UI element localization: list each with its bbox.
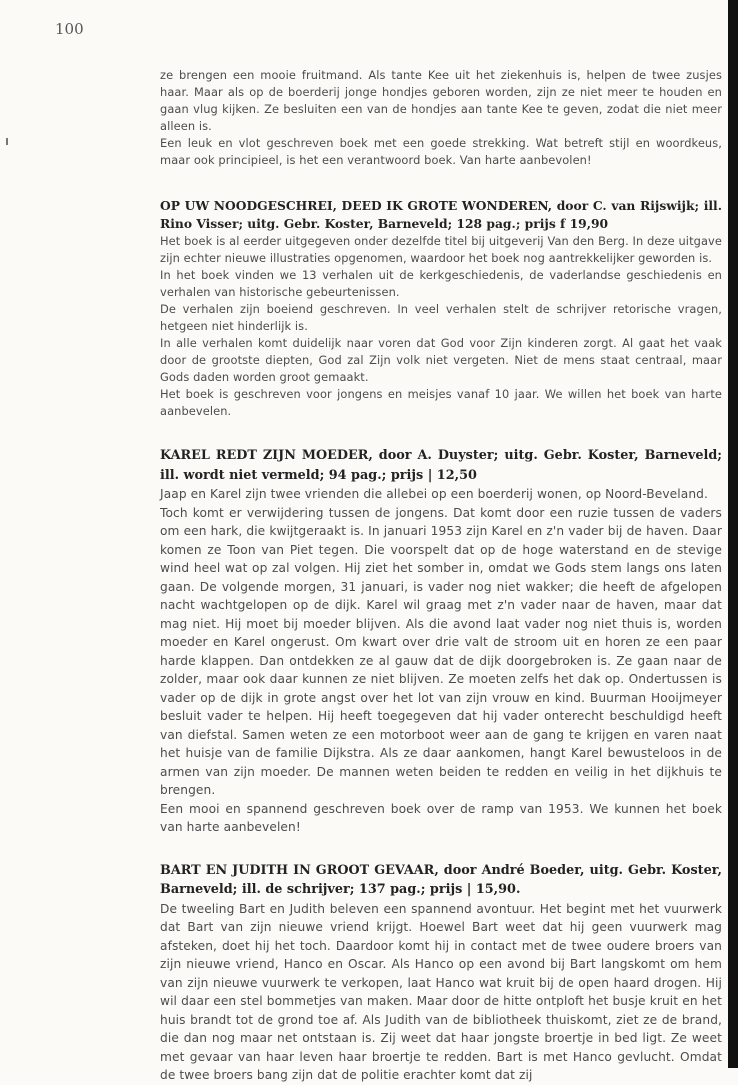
review-paragraph: Een mooi en spannend geschreven boek over de ramp van 1953. We kunnen het boek van harte aanbevelen! bbox=[160, 801, 722, 834]
review-heading: OP UW NOODGESCHREI, DEED IK GROTE WONDEREN, door C. van Rijswijk; ill. Rino Visser; uitg. Gebr. Koster, Barneveld; 128 pag.; prijs f 19,90 bbox=[160, 198, 722, 231]
review-paragraph: Jaap en Karel zijn twee vrienden die allebei op een boerderij wonen, op Noord-Beveland. bbox=[160, 487, 708, 501]
page-edge-shadow bbox=[728, 0, 738, 1068]
review-heading: BART EN JUDITH IN GROOT GEVAAR, door André Boeder, uitg. Gebr. Koster, Barneveld; ill. de schrijver; 137 pag.; prijs | 15,90. bbox=[160, 862, 722, 897]
review-paragraph: De tweeling Bart en Judith beleven een spannend avontuur. Het begint met het vuurwerk dat Bart van zijn nieuwe vriend krijgt. Hoewel Bart weet dat hij geen vuurwerk mag afsteken, doet hij het toch. Daardoor komt hij in contact met de twee oudere broers van zijn nieuwe vriend, Hanco en Oscar. Als Hanco op een avond bij Bart langskomt om hem van zijn nieuwe vuurwerk te verkopen, laat Hanco wat kruit bij de open haard drogen. Hij wil daar een stel bommetjes van maken. Maar door de hitte ontploft het busje kruit en het huis brandt tot de grond toe af. Als Judith van de bibliotheek thuiskomt, ziet ze de brand, die dan nog maar net ontstaan is. Zij weet dat haar jongste broertje in bed ligt. Ze weet met gevaar van haar leven haar broertje te redden. Bart is met Hanco gevlucht. Omdat de twee broers bang zijn dat de politie erachter komt dat zij bbox=[160, 901, 722, 1082]
page-content bbox=[160, 67, 722, 1085]
review-heading: KAREL REDT ZIJN MOEDER, door A. Duyster; uitg. Gebr. Koster, Barneveld; ill. wordt niet vermeld; 94 pag.; prijs | 12,50 bbox=[160, 448, 722, 483]
review-paragraph: In alle verhalen komt duidelijk naar voren dat God voor Zijn kinderen zorgt. Al gaat het vaak door de grootste diepten, God zal Zijn volk niet vergeten. Niet de mens staat centraal, maar Gods daden worden groot gemaakt. bbox=[160, 336, 722, 384]
review-paragraph: Het boek is al eerder uitgegeven onder dezelfde titel bij uitgeverij Van den Berg. In deze uitgave zijn echter nieuwe illustraties opgenomen, waardoor het boek nog aantrekkelijker geworden is. bbox=[160, 234, 722, 265]
review-paragraph: In het boek vinden we 13 verhalen uit de kerkgeschiedenis, de vaderlandse geschiedenis en verhalen van historische gebeurtenissen. bbox=[160, 268, 722, 299]
review-karel-redt-zijn-moeder bbox=[160, 446, 722, 837]
review-noodgeschrei bbox=[160, 197, 722, 420]
page-number: 100 bbox=[55, 20, 84, 38]
review-paragraph: Het boek is geschreven voor jongens en meisjes vanaf 10 jaar. We willen het boek van harte aanbevelen. bbox=[160, 387, 722, 418]
review-bart-en-judith bbox=[160, 861, 722, 1085]
intro-paragraph: ze brengen een mooie fruitmand. Als tante Kee uit het ziekenhuis is, helpen de twee zusjes haar. Maar als op de boerderij jonge hondjes geboren worden, zijn ze niet meer te houden en gaan vlug kijken. Ze besluiten een van de hondjes aan tante Kee te geven, zodat die niet meer alleen is. bbox=[160, 68, 722, 133]
review-paragraph: Toch komt er verwijdering tussen de jongens. Dat komt door een ruzie tussen de vaders om een hark, die kwijtgeraakt is. In januari 1953 zijn Karel en z'n vader bij de haven. Daar komen ze Toon van Piet tegen. Die voorspelt dat op de hoge waterstand en de stevige wind heel wat op zal volgen. Hij ziet het somber in, omdat we Gods stem langs ons laten gaan. De volgende morgen, 31 januari, is vader nog niet wakker; die heeft de afgelopen nacht wachtgelopen op de dijk. Karel wil graag met z'n vader naar de haven, maar dat mag niet. Hij moet bij moeder blijven. Als die avond laat vader nog niet thuis is, worden moeder en Karel ongerust. Om kwart over drie valt de stroom uit en horen ze een paar harde klappen. Dan ontdekken ze al gauw dat de dijk doorgebroken is. Ze gaan naar de zolder, maar ook daar kunnen ze niet blijven. Ze moeten zelfs het dak op. Ondertussen is vader op de dijk in grote angst over het lot van zijn vrouw en kind. Buurman Hooijmeyer besluit vader te helpen. Hij heeft toegegeven dat hij vader onterecht beschuldigd heeft van diefstal. Samen weten ze een motorboot weer aan de gang te krijgen en varen naat het huisje van de familie Dijkstra. Als ze daar aankomen, hangt Karel bewusteloos in de armen van zijn moeder. De mannen weten beiden te redden en veilig in het dijkhuis te brengen. bbox=[160, 505, 722, 797]
review-paragraph: De verhalen zijn boeiend geschreven. In veel verhalen stelt de schrijver retorische vragen, hetgeen niet hinderlijk is. bbox=[160, 302, 722, 333]
intro-paragraph: Een leuk en vlot geschreven boek met een goede strekking. Wat betreft stijl en woordkeus, maar ook principieel, is het een verantwoord boek. Van harte aanbevolen! bbox=[160, 136, 722, 167]
margin-mark bbox=[6, 138, 8, 145]
intro-section bbox=[160, 67, 722, 169]
